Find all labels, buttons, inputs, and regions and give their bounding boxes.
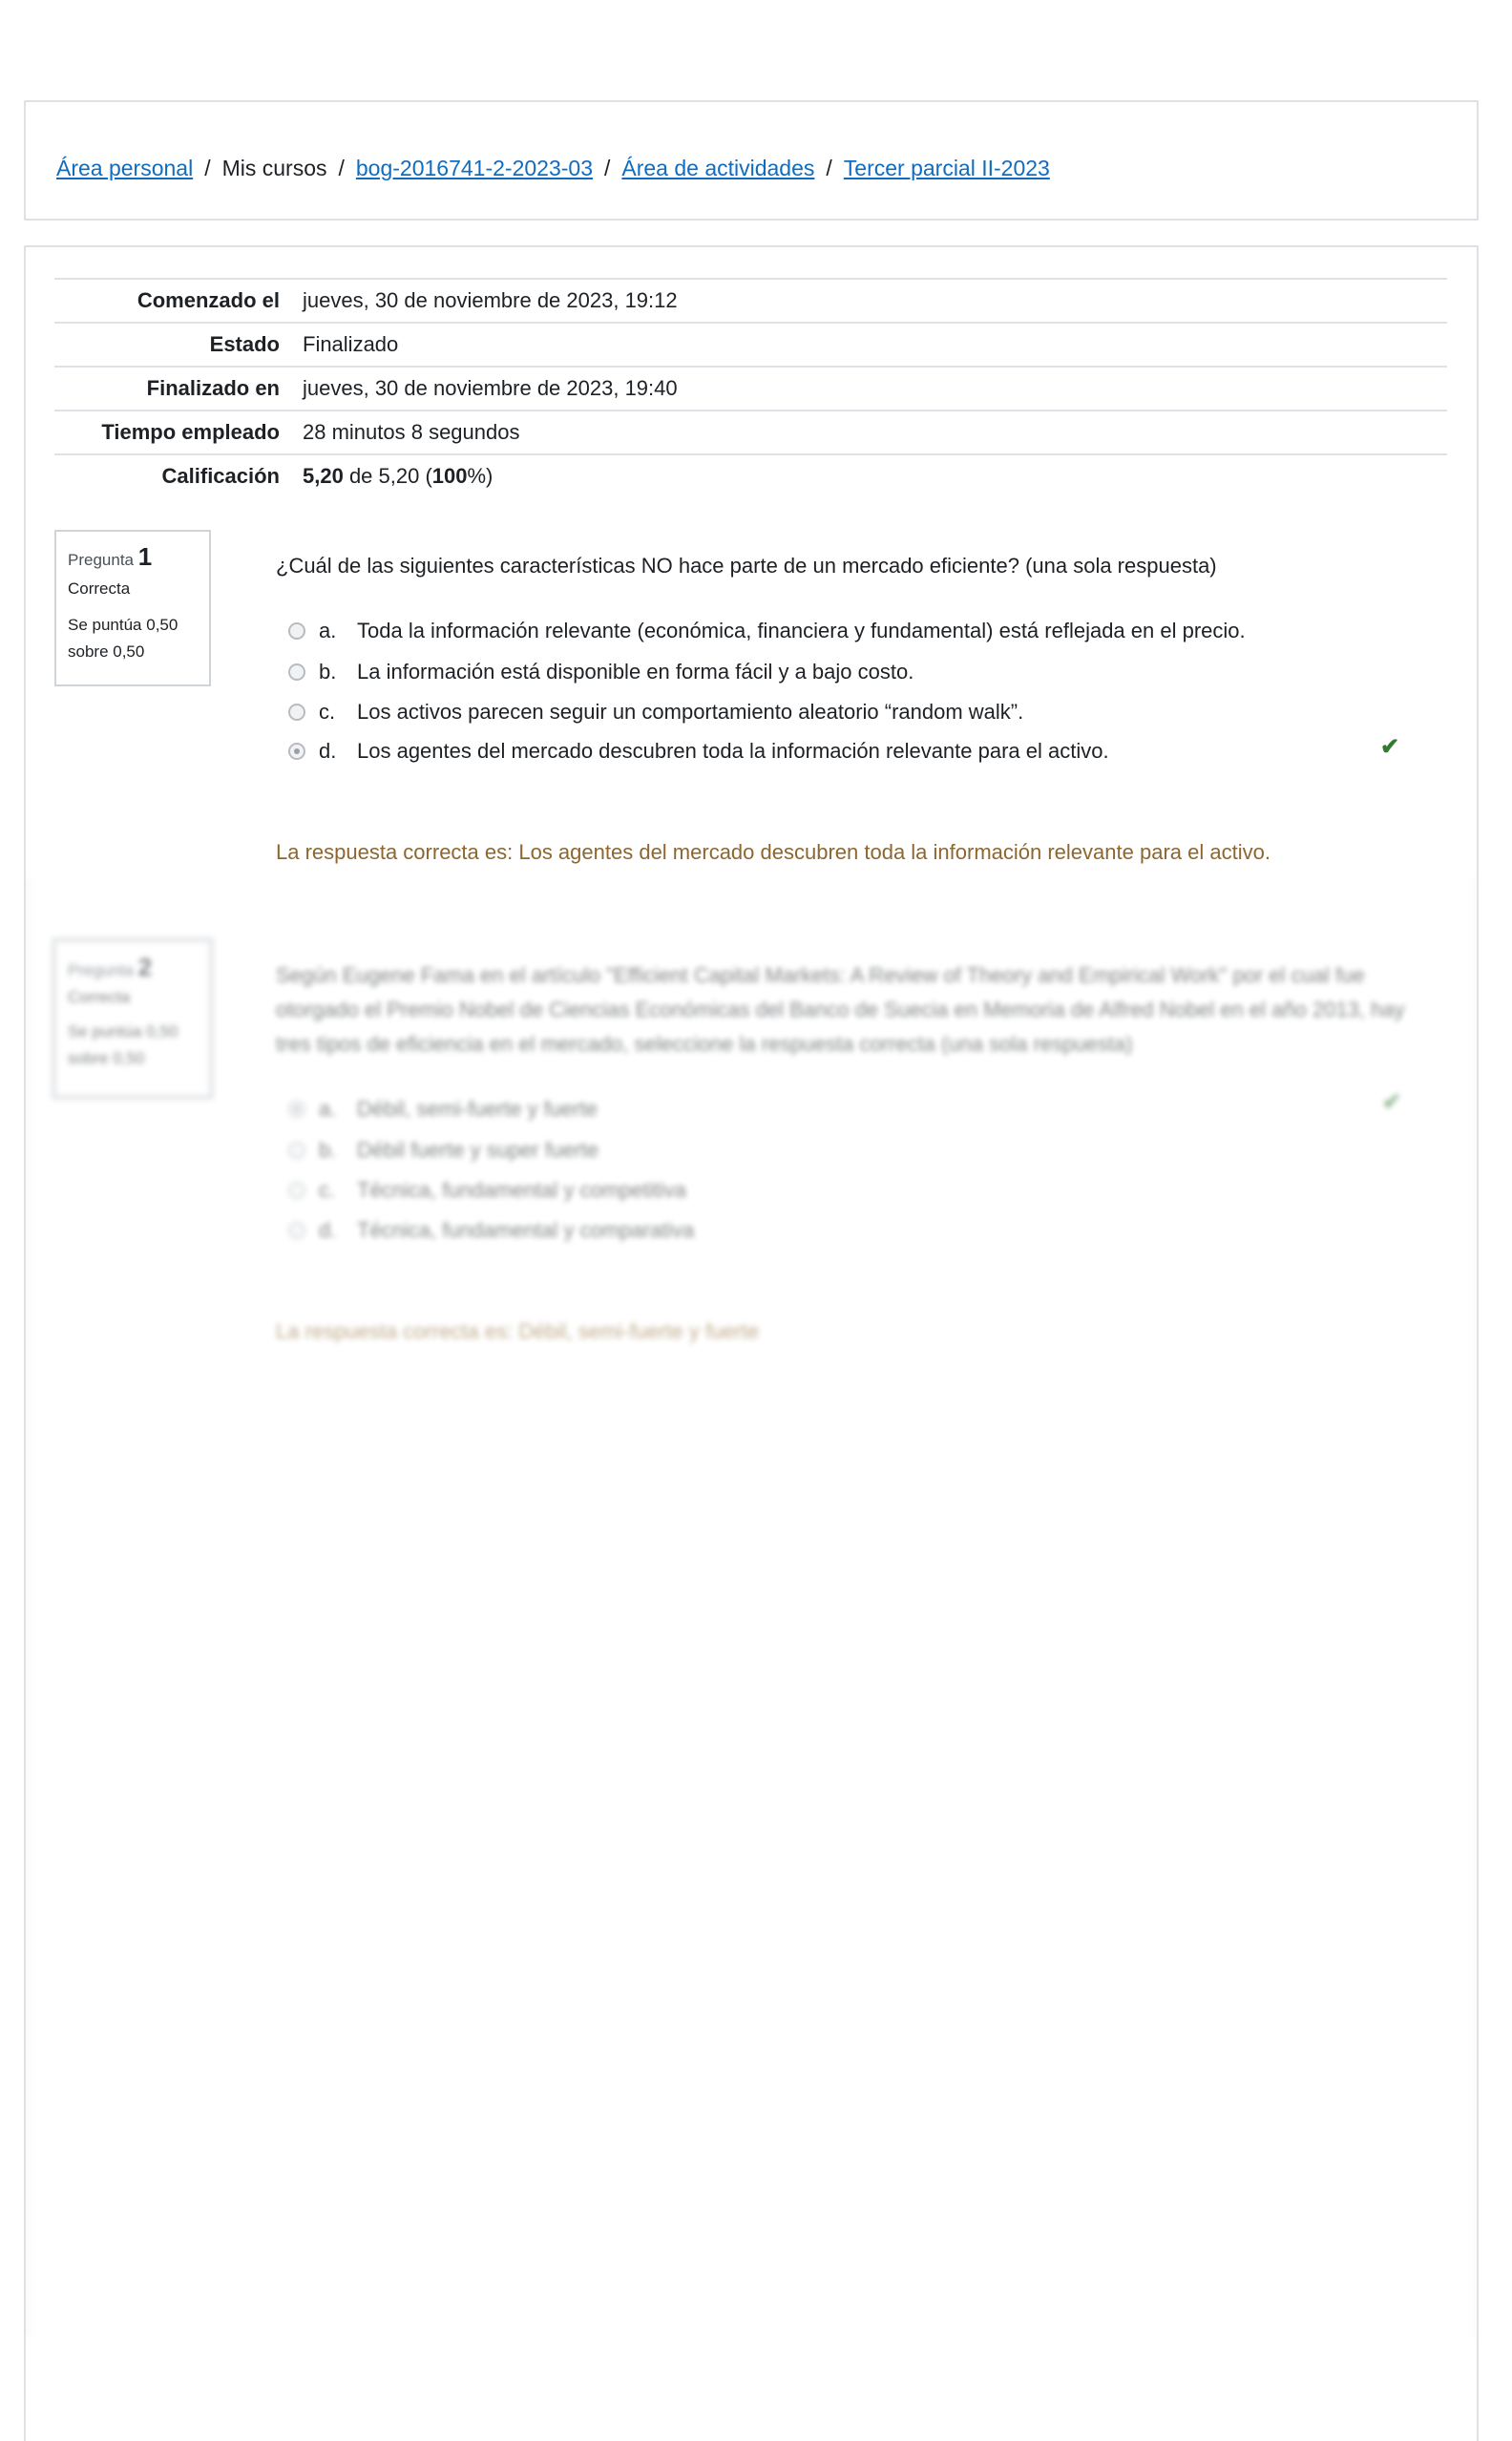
radio-button[interactable] [288, 622, 305, 640]
question-prefix: Pregunta [68, 551, 134, 569]
breadcrumb-course[interactable]: bog-2016741-2-2023-03 [355, 156, 593, 180]
option-letter: b. [319, 660, 337, 684]
question-prefix: Pregunta [68, 961, 134, 979]
breadcrumb [56, 156, 1050, 181]
radio-button[interactable] [288, 1222, 305, 1239]
option-text: Técnica, fundamental y comparativa [357, 1218, 695, 1242]
option-letter: a. [319, 619, 337, 642]
option-text: Técnica, fundamental y competitiva [357, 1178, 686, 1202]
radio-button[interactable] [288, 704, 305, 721]
radio-button-selected[interactable] [288, 1101, 305, 1118]
question-2-option-a[interactable] [288, 1093, 598, 1126]
summary-row-state [54, 323, 1447, 367]
question-1-option-d[interactable] [288, 735, 1109, 768]
value: Finalizado [291, 323, 1447, 367]
radio-button-selected[interactable] [288, 743, 305, 760]
question-2-blurred-region [0, 878, 1512, 2337]
breadcrumb-separator: / [603, 156, 611, 180]
breadcrumb-separator: / [338, 156, 345, 180]
question-2-option-b[interactable] [288, 1134, 598, 1167]
question-number: 2 [137, 953, 153, 981]
question-2-info [52, 937, 214, 1100]
breadcrumb-area-personal[interactable]: Área personal [56, 156, 194, 180]
label: Finalizado en [54, 367, 291, 410]
option-letter: d. [319, 739, 337, 763]
correct-check-icon: ✔ [1380, 734, 1400, 760]
attempt-summary-table [54, 278, 1447, 497]
breadcrumb-container [24, 100, 1479, 221]
option-letter: b. [319, 1138, 337, 1162]
correct-check-icon: ✔ [1382, 1089, 1402, 1115]
label: Tiempo empleado [54, 410, 291, 454]
question-number: 1 [137, 542, 153, 571]
grade-percent-sign: %) [467, 464, 494, 488]
container-border-left [28, 878, 30, 2337]
summary-row-finished [54, 367, 1447, 410]
container-border-right [1475, 878, 1477, 2337]
question-1-feedback: La respuesta correcta es: Los agentes del mercado descubren toda la información relevante para el activo. [276, 840, 1270, 864]
option-letter: c. [319, 1178, 336, 1202]
summary-row-time [54, 410, 1447, 454]
question-2-text: Según Eugene Fama en el artículo "Efficient Capital Markets: A Review of Theory and Empirical Work" por el cual fue otorgado el Premio Nobel de Ciencias Económicas del Banco de Suecia en Memoria de Alfred Nobel en el año 2013, hay tres tipos de eficiencia en el mercado, seleccione la respuesta correcta (una sola respuesta) [276, 963, 1405, 1056]
question-1-option-b[interactable] [288, 656, 914, 688]
radio-button[interactable] [288, 1182, 305, 1199]
question-points: Se puntúa 0,50 sobre 0,50 [68, 616, 178, 661]
question-2-option-d[interactable] [288, 1214, 694, 1247]
option-text: Los activos parecen seguir un comportamiento aleatorio “random walk”. [357, 700, 1024, 724]
breadcrumb-mis-cursos: Mis cursos [221, 156, 327, 180]
value: jueves, 30 de noviembre de 2023, 19:12 [291, 279, 1447, 323]
label: Calificación [54, 454, 291, 497]
breadcrumb-area-actividades[interactable]: Área de actividades [621, 156, 815, 180]
option-letter: d. [319, 1218, 337, 1242]
question-1-option-c[interactable] [288, 696, 1023, 728]
value: jueves, 30 de noviembre de 2023, 19:40 [291, 367, 1447, 410]
value: 28 minutos 8 segundos [291, 410, 1447, 454]
option-letter: a. [319, 1097, 337, 1121]
question-status: Correcta [68, 579, 131, 598]
breadcrumb-quiz[interactable]: Tercer parcial II-2023 [843, 156, 1050, 180]
grade-total: de 5,20 ( [343, 464, 432, 488]
summary-row-started [54, 279, 1447, 323]
option-text: Débil, semi-fuerte y fuerte [357, 1097, 598, 1121]
radio-button[interactable] [288, 1142, 305, 1159]
question-points: Se puntúa 0,50 sobre 0,50 [68, 1022, 178, 1067]
option-text: La información está disponible en forma fácil y a bajo costo. [357, 660, 914, 684]
summary-row-grade [54, 454, 1447, 497]
question-1-text: ¿Cuál de las siguientes características NO hace parte de un mercado eficiente? (una sola respuesta) [276, 554, 1217, 578]
breadcrumb-separator: / [826, 156, 832, 180]
question-status: Correcta [68, 988, 131, 1006]
value [291, 454, 1447, 497]
grade-score: 5,20 [303, 464, 344, 488]
question-1-option-a[interactable] [288, 615, 1246, 647]
option-text: Toda la información relevante (económica, financiera y fundamental) está reflejada en el precio. [357, 619, 1246, 642]
breadcrumb-separator: / [204, 156, 211, 180]
grade-percent: 100 [431, 464, 468, 488]
label: Comenzado el [54, 279, 291, 323]
label: Estado [54, 323, 291, 367]
option-text: Los agentes del mercado descubren toda la información relevante para el activo. [357, 739, 1109, 763]
question-1-info [54, 530, 211, 686]
radio-button[interactable] [288, 663, 305, 681]
option-letter: c. [319, 700, 336, 724]
option-text: Débil fuerte y super fuerte [357, 1138, 599, 1162]
question-2-option-c[interactable] [288, 1174, 686, 1207]
question-2-feedback: La respuesta correcta es: Débil, semi-fuerte y fuerte [276, 1319, 760, 1343]
